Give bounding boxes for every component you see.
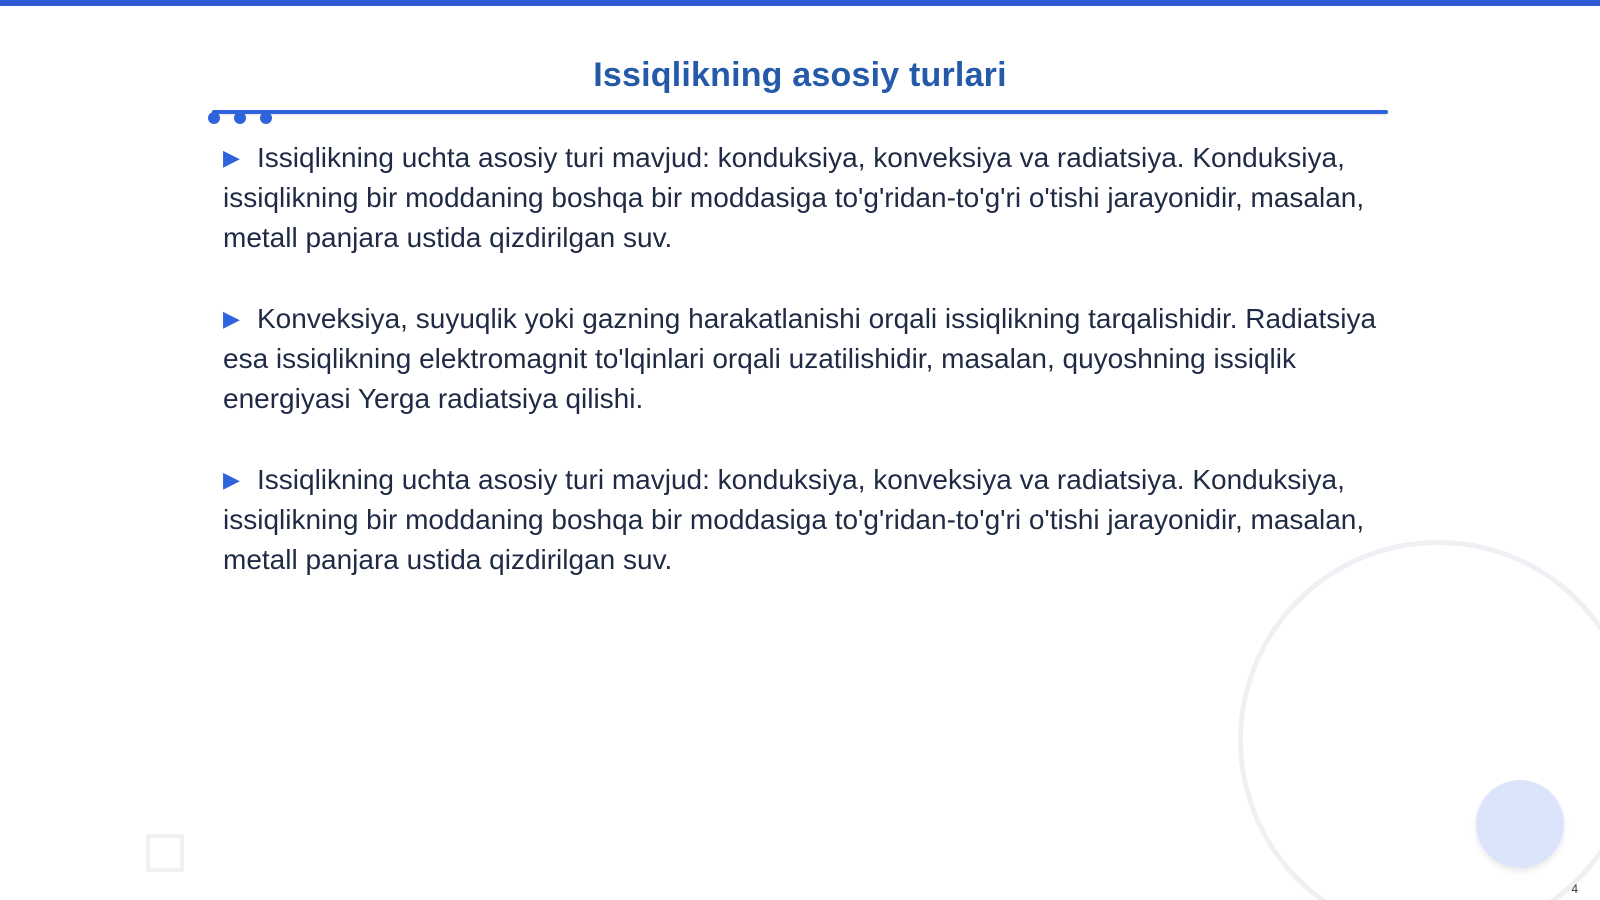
bullet-text: Issiqlikning uchta asosiy turi mavjud: konduksiya, konveksiya va radiatsiya. Konduksiya, issiqlikning bir moddaning boshqa bir moddasiga to'g'ridan-to'g'ri o'tishi jarayonidir, masalan, metall panjara ustida qizdirilgan suv.: [223, 464, 1365, 575]
underline-dot: [208, 112, 220, 124]
bullet-list: [223, 138, 1393, 621]
decorative-circle: [1476, 780, 1564, 868]
triangle-bullet-icon: ▶: [223, 306, 240, 331]
triangle-bullet-icon: ▶: [223, 467, 240, 492]
slide-title: Issiqlikning asosiy turlari: [593, 56, 1007, 94]
bullet-item: [223, 299, 1393, 419]
top-accent-bar: [0, 0, 1600, 6]
triangle-bullet-icon: ▶: [223, 145, 240, 170]
bullet-item: [223, 138, 1393, 258]
decorative-square: [146, 834, 184, 872]
bullet-text: Konveksiya, suyuqlik yoki gazning harakatlanishi orqali issiqlikning tarqalishidir. Radiatsiya esa issiqlikning elektromagnit to'lqinlari orqali uzatilishidir, masalan, quyoshning issiqlik energiyasi Yerga radiatsiya qilishi.: [223, 303, 1377, 414]
underline-dot: [234, 112, 246, 124]
underline-dot: [260, 112, 272, 124]
bullet-text: Issiqlikning uchta asosiy turi mavjud: konduksiya, konveksiya va radiatsiya. Konduksiya, issiqlikning bir moddaning boshqa bir moddasiga to'g'ridan-to'g'ri o'tishi jarayonidir, masalan, metall panjara ustida qizdirilgan suv.: [223, 142, 1365, 253]
bullet-item: [223, 460, 1393, 580]
title-underline: [212, 110, 1388, 114]
page-number: 4: [1571, 882, 1578, 896]
